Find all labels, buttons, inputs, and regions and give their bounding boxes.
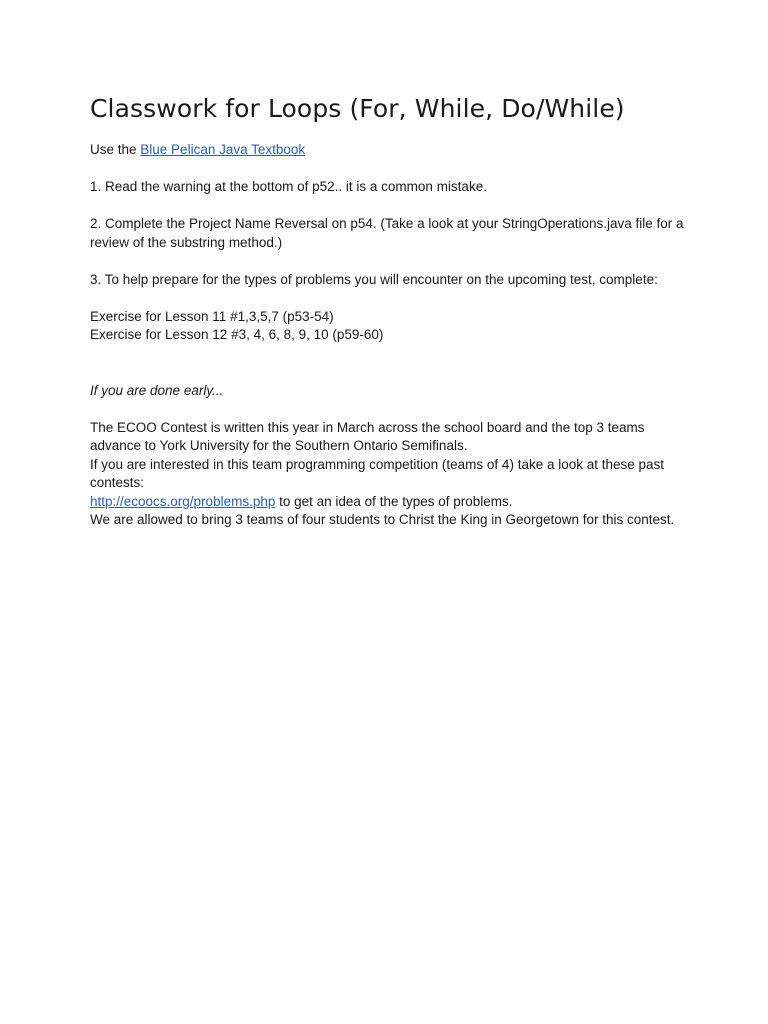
textbook-link[interactable]: Blue Pelican Java Textbook (140, 142, 306, 157)
done-early-heading: If you are done early... (90, 382, 224, 398)
ecoo-problems-link[interactable]: http://ecoocs.org/problems.php (90, 493, 276, 509)
problems-suffix: to get an idea of the types of problems. (275, 493, 513, 509)
contest-line-1: The ECOO Contest is written this year in March across the school board and the top 3 teams (90, 419, 645, 435)
intro-paragraph (90, 141, 688, 160)
contest-line-2: advance to York University for the Southern Ontario Semifinals. (90, 438, 468, 453)
step-3: 3. To help prepare for the types of problems you will encounter on the upcoming test, complete: (90, 271, 658, 287)
exercise-lesson-11: Exercise for Lesson 11 #1,3,5,7 (p53-54) (90, 308, 334, 324)
teams-paragraph: We are allowed to bring 3 teams of four students to Christ the King in Georgetown for this contest. (90, 512, 675, 527)
problems-paragraph (90, 493, 688, 512)
page-title: Classwork for Loops (For, While, Do/While) (90, 94, 625, 123)
step-1: 1. Read the warning at the bottom of p52.. it is a common mistake. (90, 179, 487, 194)
step-2: 2. Complete the Project Name Reversal on p54. (Take a look at your StringOperations.java file for a review of the substring method.) (90, 216, 684, 250)
intro-prefix: Use the (90, 142, 141, 157)
interest-paragraph: If you are interested in this team programming competition (teams of 4) take a look at these past contests: (90, 456, 665, 490)
exercise-lesson-12: Exercise for Lesson 12 #3, 4, 6, 8, 9, 10 (p59-60) (90, 327, 384, 342)
